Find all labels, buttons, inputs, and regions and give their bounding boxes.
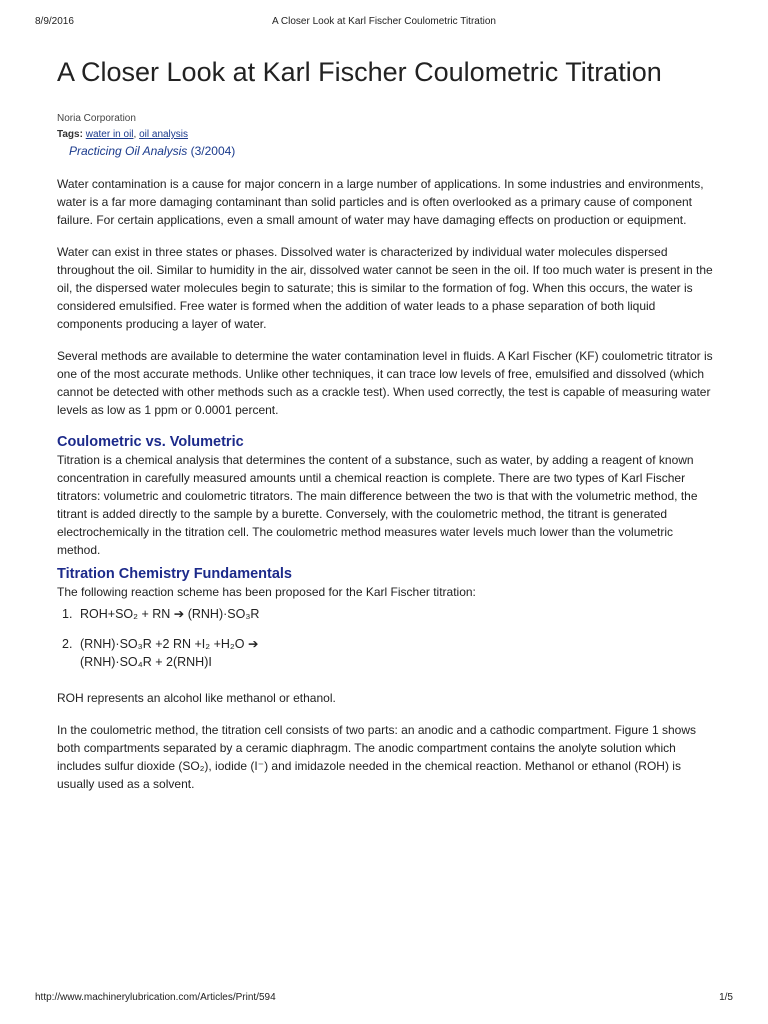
tags-row	[57, 127, 717, 143]
article-meta	[57, 111, 717, 143]
reaction-list	[57, 605, 717, 671]
reaction-item-1	[62, 605, 717, 623]
print-header	[35, 16, 733, 30]
reaction-formula: ROH+SO₂ + RN ➔ (RNH)·SO₃R	[80, 607, 260, 621]
section-heading-titration-chemistry: Titration Chemistry Fundamentals	[57, 566, 292, 582]
article	[57, 55, 717, 807]
print-footer	[35, 992, 733, 1006]
author: Noria Corporation	[57, 113, 136, 124]
titration-cell-paragraph: In the coulometric method, the titration cell consists of two parts: an anodic and a cathodic compartment. Figure 1 shows both compartments separated by a ceramic diaphragm. The anodic compartment contains the anolyte solution which includes sulfur dioxide (SO₂), iodide (I⁻) and imidazole needed in the chemical reaction. Methanol or ethanol (ROH) is usually used as a solvent.	[57, 723, 696, 791]
section-heading-coulometric-vs-volumetric: Coulometric vs. Volumetric	[57, 434, 244, 450]
page-number: 1/5	[719, 992, 733, 1003]
print-date: 8/9/2016	[35, 16, 74, 27]
intro-paragraph-3: Several methods are available to determine the water contamination level in fluids. A Karl Fischer (KF) coulometric titrator is one of the most accurate methods. Unlike other techniques, it can trace low levels of free, emulsified and dissolved (which cannot be detected with other methods such as a crackle test). When used correctly, the test is capable of measuring water levels as low as 1 ppm or 0.0001 percent.	[57, 349, 713, 417]
tag-link-oil-analysis[interactable]: oil analysis	[139, 129, 189, 140]
article-title: A Closer Look at Karl Fischer Coulometric Titration	[57, 57, 662, 87]
print-url: http://www.machinerylubrication.com/Articles/Print/594	[35, 992, 276, 1003]
reaction-number: 1.	[62, 607, 73, 621]
publication-line	[69, 143, 717, 159]
reaction-number: 2.	[62, 637, 73, 651]
reaction-formula-line-1: (RNH)·SO₃R +2 RN +I₂ +H₂O ➔	[80, 637, 259, 651]
reaction-formula-line-2: (RNH)·SO₄R + 2(RNH)I	[80, 655, 212, 669]
tags-label: Tags:	[57, 129, 83, 140]
section2-intro: The following reaction scheme has been proposed for the Karl Fischer titration:	[57, 585, 476, 599]
tags-separator: ,	[133, 129, 137, 140]
print-page-title: A Closer Look at Karl Fischer Coulometric Titration	[272, 16, 496, 27]
roh-note: ROH represents an alcohol like methanol or ethanol.	[57, 691, 336, 705]
section1-paragraph: Titration is a chemical analysis that determines the content of a substance, such as water, by adding a reagent of known concentration in carefully measured amounts until a chemical reaction is complete. There are two types of Karl Fischer titrators: volumetric and coulometric titrators. The main difference between the two is that with the volumetric method, the titrant is added directly to the sample by a burette. Conversely, with the coulometric method, the titrant is generated electrochemically in the titration cell. The coulometric method measures water levels much lower than the volumetric method.	[57, 453, 698, 557]
tag-link-water-in-oil[interactable]: water in oil	[85, 129, 134, 140]
intro-paragraph-1: Water contamination is a cause for major concern in a large number of applications. In some industries and environments, water is a far more damaging contaminant than solid particles and is often overlooked as a primary cause of component failure. For certain applications, even a small amount of water may have damaging effects on production or equipment.	[57, 177, 704, 227]
reaction-item-2	[62, 635, 717, 671]
publication-date: (3/2004)	[190, 144, 236, 158]
publication-name[interactable]: Practicing Oil Analysis	[69, 144, 188, 158]
intro-paragraph-2: Water can exist in three states or phases. Dissolved water is characterized by individual water molecules dispersed throughout the oil. Similar to humidity in the air, dissolved water cannot be seen in the oil. If too much water is present in the oil, the dispersed water molecules begin to saturate; this is similar to the formation of fog. When this occurs, the water is considered emulsified. Free water is formed when the addition of water leads to a phase separation of both liquid components producing a layer of water.	[57, 245, 713, 331]
